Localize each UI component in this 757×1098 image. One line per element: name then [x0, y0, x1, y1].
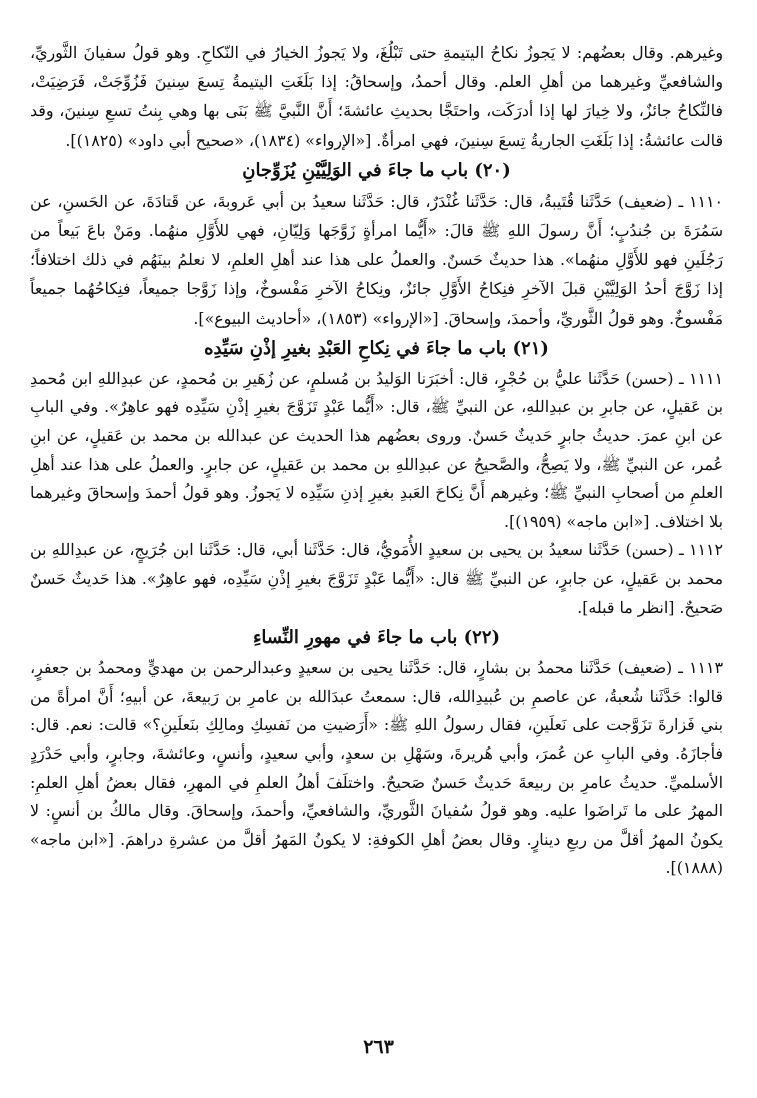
chapter-heading-20: (٢٠) باب ما جاءَ في الوَلِيَّيْنِ يُزَوِّجانِ: [242, 159, 511, 181]
paragraph-continuation: وغيرهم. وقال بعضُهم: لا يَجوزُ نكاحُ اليتيمةِ حتى تَبْلُغَ، ولا يَجوزُ الخيارُ في النّكاحِ. وهو قولُ سفيانَ الثَّوريِّ، والشافعيِّ وغيرهما من أهلِ العلم. وقال أحمدُ، وإسحاقُ: إذا بَلَغَتِ اليتيمةُ تِسعَ سِنينَ فَزُوِّجَتْ، فَرَضِيَتْ، فالنِّكاحُ جائزٌ، ولا خِيارَ لها إذا أدرَكَت، واحتَجَّا بحديثِ عائشةَ؛ أَنَّ النَّبيَّ ﷺ بَنَى بها وهي بِنتُ تسعِ سِنينَ، وقد قالت عائشةُ: إذا بَلَغَتِ الجاريةُ تِسعَ سِنينَ، فهي امرأةٌ. [«الإرواء» (١٨٣٤)، «صحيح أبي داود» (١٨٢٥)].: [30, 43, 723, 150]
hadith-1110: ١١١٠ ـ (ضعيف) حَدَّثَنا قُتَيبةُ، قال: حَدَّثَنا غُنْدَرٌ، قال: حَدَّثَنا سعيدُ بن أبي عَروبةَ، عن قَتادَةَ، عن الحَسنِ، عن سَمُرَةَ بن جُندُبٍ؛ أَنَّ رسولَ اللهِ ﷺ قالَ: «أَيُّما امرأةٍ زَوَّجَها وَلِيّانِ، فهي للأَوَّلِ منهُما. ومَنْ باعَ بَيعاً من رَجُلَينِ فهو للأَوَّلِ منهُما». هذا حديثٌ حَسنٌ. والعملُ على هذا عند أهلِ العلمِ، لا نعلمُ بينَهُم في ذلك اختلافاً؛ إذا زَوَّجَ أحدُ الوَلِيَّيْنِ قبلَ الآخرِ فنِكاحُ الأَوَّلِ جائزٌ، ونِكاحُ الآخرِ مَفْسوخٌ، وإذا زَوَّجا جميعاً، فنِكاحُهُما جميعاً مَفْسوخٌ. وهو قولُ الثَّوريِّ، وأحمدَ، وإسحاقَ. [«الإرواء» (١٨٥٣)، «أحاديث البيوع»].: [30, 191, 723, 328]
chapter-heading-22: (٢٢) باب ما جاءَ في مهورِ النِّساءِ: [252, 627, 501, 649]
hadith-1113: ١١١٣ ـ (ضعيف) حَدَّثَنا محمدُ بن بشارٍ، قال: حَدَّثَنا يحيى بن سعيدٍ وعبدالرحمن بن مهديٍّ ومحمدُ بن جعفرٍ، قالوا: حَدَّثَنا شُعبةُ، عن عاصمِ بن عُبيدِالله، قال: سمعتُ عبدَالله بن عامرِ بن رَبيعةَ، عن أبيهِ؛ أَنَّ امرأةً من بني فَزارةَ تزَوَّجت على نَعلَينِ، فقال رسولُ اللهِ ﷺ: «أَرَضيتِ من نَفسِكِ ومالِكِ بنَعلَينِ؟» قالت: نعم. قال: فأجازَهُ. وفي البابِ عن عُمرَ، وأبي هُريرةَ، وسَهْلِ بن سعدٍ، وأبي سعيدٍ، وأنسٍ، وعائشةَ، وجابرٍ، وأبي حَدْرَدٍ الأسلميِّ. حديثُ عامرِ بن ربيعةَ حَديثٌ حَسنٌ صَحيحٌ. واختلَفَ أهلُ العلمِ في المهرِ، فقال بعضُ أهلِ العلمِ: المهرُ على ما تَراضَوا عليه. وهو قولُ سُفيانَ الثَّوريِّ، والشافعيِّ، وأحمدَ، وإسحاقَ. وقال مالكُ بن أنسٍ: لا يكونُ المهرُ أقلَّ من ربعِ دينارٍ. وقال بعضُ أهلِ الكوفةِ: لا يكونُ المَهرُ أقلَّ من عشرةِ دراهمَ. [«ابن ماجه» (١٨٨٨)].: [30, 658, 723, 878]
hadith-1111: ١١١١ ـ (حسن) حَدَّثَنا عليُّ بن حُجْرٍ، قال: أخبَرَنا الوَليدُ بن مُسلمٍ، عن زُهَيرِ بن مُحمدٍ، عن عبدِاللهِ ابن مُحمدِ بن عَقيلٍ، عن جابرِ بن عبدِاللهِ، عن النبيِّ ﷺ، قال: «أَيُّما عَبْدٍ تَزَوَّجَ بغيرِ إذْنِ سَيِّدِه فهو عاهِرٌ». وفي البابِ عن ابنِ عمرَ. حديثُ جابرٍ حَديثٌ حَسنٌ. وروى بعضُهم هذا الحديث عن عبدالله بن محمد بن عَقيلٍ، عن ابنِ عُمر، عن النبيِّ ﷺ، ولا يَصِحُّ، والصَّحيحُ عن عبدِاللهِ بن محمد بن عَقيلٍ، عن جابرٍ. والعملُ على هذا عند أهلِ العلمِ من أصحابِ النبيِّ ﷺ؛ وغيرهم أَنَّ نِكاحَ العَبدِ بغيرِ إذنِ سَيِّدِه لا يَجوزُ. وهو قولُ أحمدَ وإسحاقَ وغيرهما بلا اختلاف. [«ابن ماجه» (١٩٥٩)].: [30, 368, 723, 531]
chapter-heading-21: (٢١) باب ما جاءَ في نِكاحِ العَبْدِ بغيرِ إذْنِ سَيِّدِه: [204, 337, 549, 359]
page-number: ٢٦٣: [363, 1036, 394, 1058]
hadith-1112: ١١١٢ ـ (حسن) حَدَّثَنا سعيدُ بن يحيى بن سعيدٍ الأُمَويُّ، قال: حَدَّثَنا أبي، قال: حَدَّثَنا ابن جُرَيجٍ، عن عبدِاللهِ بن محمد بن عَقيلٍ، عن جابرٍ، عن النبيِّ ﷺ قال: «أَيُّما عَبْدٍ تَزَوَّجَ بغيرِ إذْنِ سَيِّدِه، فهو عاهِرٌ». هذا حَديثٌ حَسنٌ صَحيحٌ. [انظر ما قبله].: [30, 540, 723, 617]
